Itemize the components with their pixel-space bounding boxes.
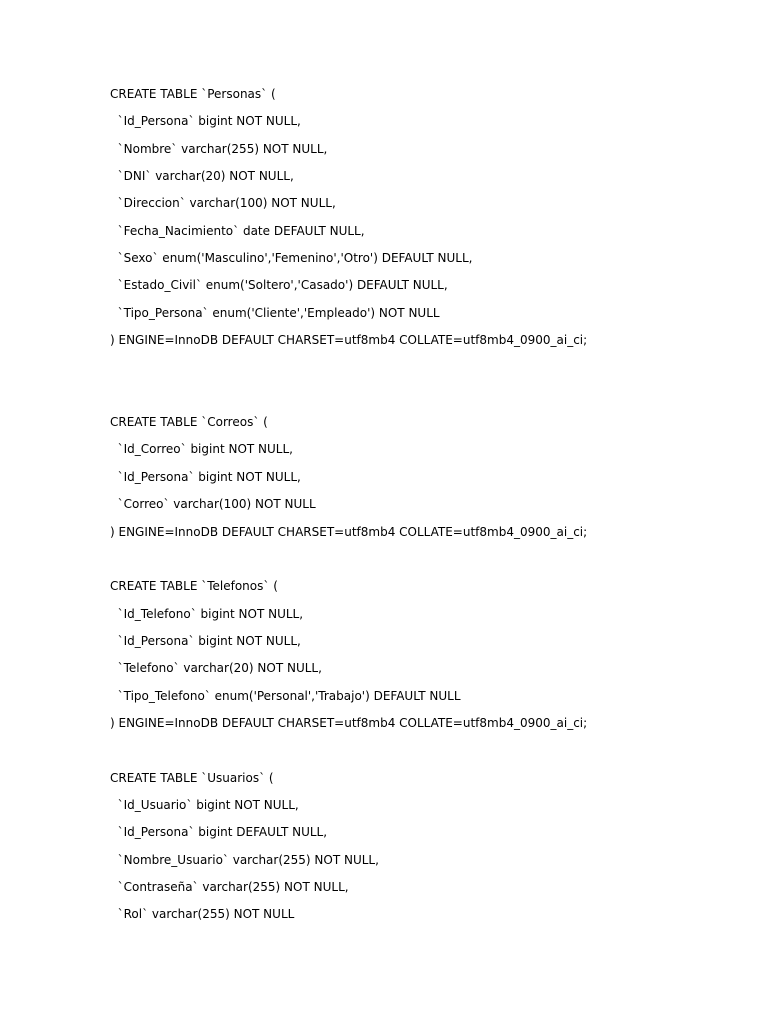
document-line: `Tipo_Telefono` enum('Personal','Trabajo') DEFAULT NULL <box>110 688 461 703</box>
document-line: `Correo` varchar(100) NOT NULL <box>110 497 316 512</box>
document-line: CREATE TABLE `Personas` ( <box>110 87 276 101</box>
document-line: ) ENGINE=InnoDB DEFAULT CHARSET=utf8mb4 COLLATE=utf8mb4_0900_ai_ci; <box>110 524 588 539</box>
document-line: `Contraseña` varchar(255) NOT NULL, <box>110 879 349 894</box>
document-line: `Nombre` varchar(255) NOT NULL, <box>110 141 328 156</box>
document-line: `Estado_Civil` enum('Soltero','Casado') DEFAULT NULL, <box>110 278 448 293</box>
document-line: ) ENGINE=InnoDB DEFAULT CHARSET=utf8mb4 COLLATE=utf8mb4_0900_ai_ci; <box>110 333 588 348</box>
document-line: `Id_Persona` bigint DEFAULT NULL, <box>110 825 328 840</box>
sql-document-body <box>110 85 710 933</box>
document-line: ) ENGINE=InnoDB DEFAULT CHARSET=utf8mb4 COLLATE=utf8mb4_0900_ai_ci; <box>110 715 588 730</box>
document-line: `Direccion` varchar(100) NOT NULL, <box>110 196 336 211</box>
document-line: `Id_Persona` bigint NOT NULL, <box>110 633 301 648</box>
document-line: `Id_Usuario` bigint NOT NULL, <box>110 797 299 812</box>
document-line: CREATE TABLE `Correos` ( <box>110 415 268 430</box>
document-line: `Fecha_Nacimiento` date DEFAULT NULL, <box>110 223 365 238</box>
document-line: `Id_Persona` bigint NOT NULL, <box>110 114 301 129</box>
document-line: `Nombre_Usuario` varchar(255) NOT NULL, <box>110 852 379 867</box>
blank-line <box>110 386 710 413</box>
document-line: `Tipo_Persona` enum('Cliente','Empleado') NOT NULL <box>110 305 440 320</box>
blank-line <box>110 358 710 385</box>
document-line: `Telefono` varchar(20) NOT NULL, <box>110 661 322 676</box>
document-line: CREATE TABLE `Usuarios` ( <box>110 770 274 785</box>
document-line: `Id_Persona` bigint NOT NULL, <box>110 469 301 484</box>
document-line: `DNI` varchar(20) NOT NULL, <box>110 169 294 184</box>
document-line: CREATE TABLE `Telefonos` ( <box>110 579 278 594</box>
blank-line <box>110 550 710 577</box>
document-line: `Id_Correo` bigint NOT NULL, <box>110 442 293 457</box>
blank-line <box>110 741 710 768</box>
document-line: `Sexo` enum('Masculino','Femenino','Otro') DEFAULT NULL, <box>110 251 473 266</box>
document-line: `Rol` varchar(255) NOT NULL <box>110 907 295 922</box>
document-line: `Id_Telefono` bigint NOT NULL, <box>110 606 304 621</box>
